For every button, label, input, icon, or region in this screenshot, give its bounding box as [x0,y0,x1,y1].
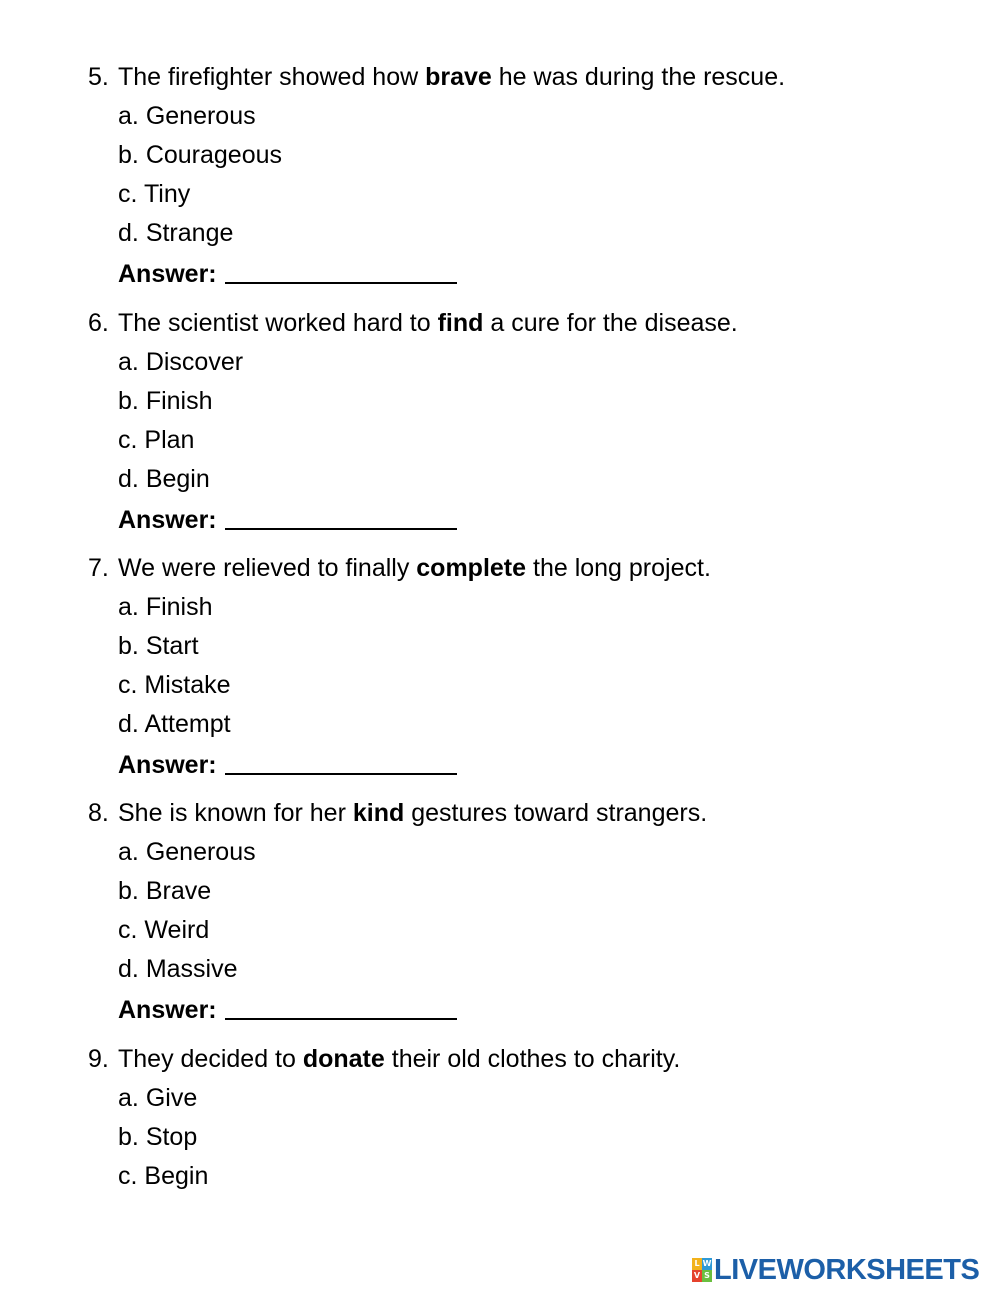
option-letter: c. [118,671,138,699]
logo-icon-cell: W [702,1259,712,1268]
question-stem [88,794,968,833]
option-text: Plan [144,426,195,454]
option-text: Generous [145,102,256,130]
option-text: Tiny [143,180,191,208]
question-5 [88,58,968,292]
answer-blank-field[interactable] [225,255,457,284]
option-text: Strange [145,219,234,247]
answer-row [88,253,968,292]
question-stem [88,304,968,343]
option-a [88,588,968,627]
question-number: 7. [88,554,109,582]
option-text: Give [145,1084,198,1112]
question-number: 6. [88,309,109,337]
option-text: Courageous [145,141,283,169]
logo-icon-cell: V [693,1271,701,1280]
option-text: Finish [145,387,213,415]
option-a [88,1079,968,1118]
option-d [88,950,968,989]
option-text: Weird [144,916,210,944]
option-letter: a. [118,102,139,130]
stem-text-after: the long project. [526,554,711,582]
option-letter: d. [118,955,139,983]
option-b [88,872,968,911]
question-number: 9. [88,1045,109,1073]
option-letter: b. [118,877,139,905]
option-text: Begin [145,465,210,493]
option-letter: d. [118,219,139,247]
question-6 [88,304,968,538]
option-text: Attempt [144,710,231,738]
option-b [88,382,968,421]
option-letter: c. [118,916,138,944]
option-text: Start [145,632,199,660]
option-text: Mistake [144,671,231,699]
target-word: donate [302,1045,385,1073]
logo-icon-cell: L [692,1258,702,1270]
brand-name: LIVEWORKSHEETS [714,1254,980,1286]
answer-blank-field[interactable] [225,746,457,775]
option-letter: d. [118,710,139,738]
question-number: 8. [88,799,109,827]
question-stem [88,1040,968,1079]
question-stem [88,549,968,588]
option-letter: c. [118,426,138,454]
option-text: Massive [145,955,238,983]
answer-label: Answer: [118,751,217,779]
stem-text-before: They decided to [118,1045,303,1073]
option-letter: c. [118,180,138,208]
target-word: find [437,309,484,337]
option-b [88,627,968,666]
answer-label: Answer: [118,506,217,534]
option-d [88,460,968,499]
stem-text-after: gestures toward strangers. [404,799,708,827]
option-a [88,343,968,382]
option-text: Begin [144,1162,209,1190]
option-letter: b. [118,1123,139,1151]
stem-text-after: a cure for the disease. [483,309,738,337]
option-d [88,705,968,744]
option-text: Generous [145,838,256,866]
option-c [88,175,968,214]
stem-text-before: We were relieved to finally [118,554,417,582]
answer-row [88,744,968,783]
answer-row [88,989,968,1028]
option-letter: c. [118,1162,138,1190]
answer-label: Answer: [118,996,217,1024]
stem-text-after: their old clothes to charity. [384,1045,681,1073]
option-letter: b. [118,387,139,415]
option-c [88,666,968,705]
target-word: brave [425,63,492,91]
question-number: 5. [88,63,109,91]
option-text: Stop [145,1123,198,1151]
option-c [88,1157,968,1196]
stem-text-after: he was during the rescue. [491,63,786,91]
option-letter: a. [118,838,139,866]
answer-blank-field[interactable] [225,991,457,1020]
option-d [88,214,968,253]
option-a [88,97,968,136]
answer-label: Answer: [118,260,217,288]
question-9 [88,1040,968,1196]
stem-text-before: She is known for her [118,799,353,827]
option-a [88,833,968,872]
target-word: kind [352,799,405,827]
option-letter: a. [118,593,139,621]
question-7 [88,549,968,783]
stem-text-before: The firefighter showed how [118,63,426,91]
option-letter: d. [118,465,139,493]
option-letter: b. [118,632,139,660]
option-letter: a. [118,348,139,376]
stem-text-before: The scientist worked hard to [118,309,438,337]
option-letter: b. [118,141,139,169]
option-letter: a. [118,1084,139,1112]
option-text: Finish [145,593,213,621]
answer-blank-field[interactable] [225,501,457,530]
option-c [88,911,968,950]
logo-icon-cell: S [702,1270,712,1282]
option-text: Discover [145,348,244,376]
answer-row [88,499,968,538]
liveworksheets-logo-icon [692,1258,712,1282]
target-word: complete [416,554,527,582]
option-b [88,1118,968,1157]
question-stem [88,58,968,97]
option-c [88,421,968,460]
option-b [88,136,968,175]
liveworksheets-logo [692,1255,979,1285]
question-8 [88,794,968,1028]
option-text: Brave [145,877,212,905]
